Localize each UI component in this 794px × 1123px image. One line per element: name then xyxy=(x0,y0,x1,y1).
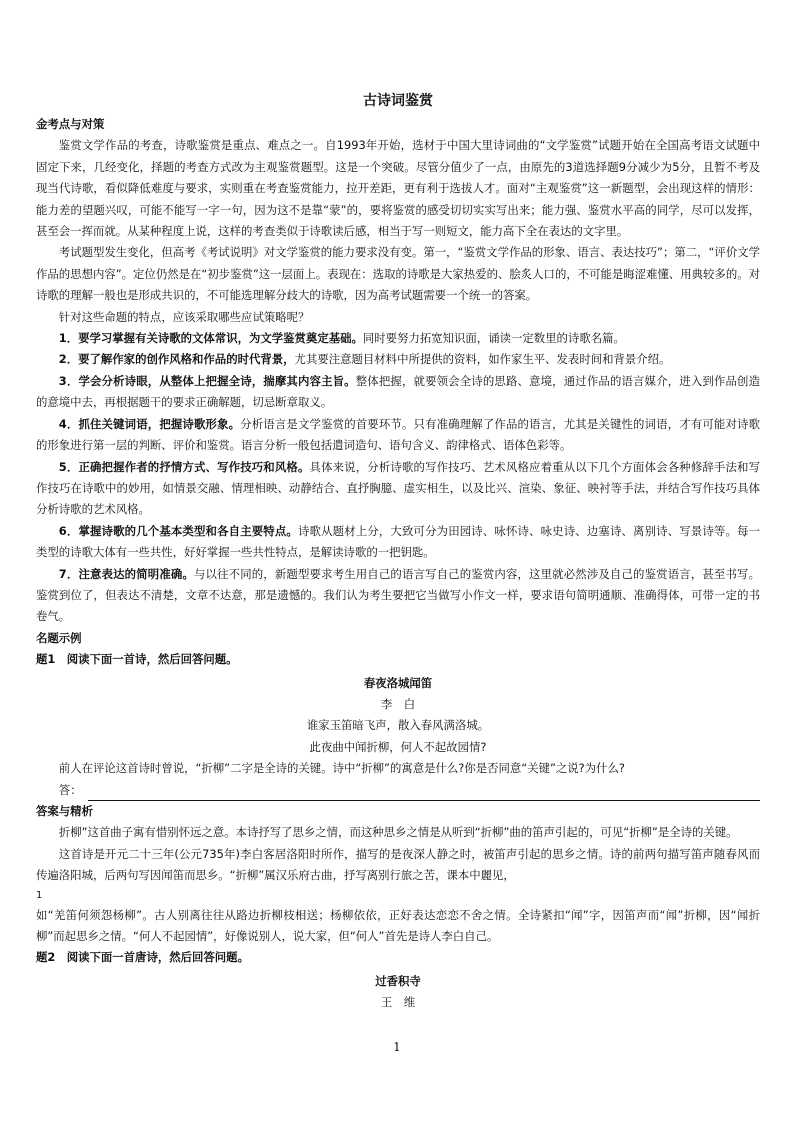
question-1-label: 题1 阅读下面一首诗，然后回答问题。 xyxy=(36,652,238,667)
paragraph-intro: 鉴赏文学作品的考查，诗歌鉴赏是重点、难点之一。自1993年开始，选材于中国大里诗词曲的“文学鉴赏”试题开始在全国高考语文试题中固定下来，几经变化，择题的考查方式改为主观鉴赏题型。这是一个突破。尽管分值少了一点，由原先的3道选择题9分减少为5分，且暂不考及现当代诗歌，看似降低难度与要求，实则重在考查鉴赏能力，拉开差距，更有利于选拔人才。面对“主观鉴赏”这一新题型，会出现这样的情形：能力差的望题兴叹，可能不能写一字一句，因为这不是靠“蒙”的，要将鉴赏的感受切切实实写出来；能力强、鉴赏水平高的同学，尽可以发挥，甚至会一挥而就。从某种程度上说，这样的考查类似于诗歌读后感，相当于写一则短文，能力高下全在表达的文字里。 xyxy=(36,138,760,239)
document-body xyxy=(36,88,760,1014)
poem-line: 谁家玉笛暗飞声，散入春风满洛城。 xyxy=(306,718,490,733)
page-number: 1 xyxy=(393,1040,401,1054)
section-heading-strategy: 金考点与对策 xyxy=(36,117,105,131)
strategy-item: 4．抓住关键词语，把握诗歌形象。分析语言是文学鉴赏的首要环节。只有准确理解了作品的语言，尤其是关键性的词语，才有可能对诗歌的形象进行第一层的判断、评价和鉴赏。语言分析一般包括遣词造句、语句含义、韵律格式、语体色彩等。 xyxy=(36,416,760,453)
answer-prefix: 答： xyxy=(58,782,82,797)
question-2-label: 题2 阅读下面一首唐诗，然后回答问题。 xyxy=(36,950,249,965)
analysis-paragraph: 这首诗是开元二十三年(公元735年)李白客居洛阳时所作，描写的是夜深人静之时，被笛声引起的思乡之情。诗的前两句描写笛声随春风而传遍洛阳城，后两句写因闻笛而思乡。“折柳”属汉乐府古曲，抒写离别行旅之苦，课本中麗见， xyxy=(36,846,760,883)
poem-line: 此夜曲中闻折柳，何人不起故园情? xyxy=(309,739,487,754)
strategy-item: 5．正确把握作者的抒情方式、写作技巧和风格。具体来说，分析诗歌的写作技巧、艺术风格应着重从以下几个方面体会各种修辞手法和写作技巧在诗歌中的妙用，如情景交融、情理相映、动静结合、直抒胸臆、虚实相生，以及比兴、渲染、象征、映衬等手法，并结合写作技巧具体分析诗歌的艺术风格。 xyxy=(36,459,760,517)
answer-line xyxy=(36,780,760,801)
poem-title: 春夜洛城闻笛 xyxy=(363,675,433,690)
answer-rule[interactable] xyxy=(88,786,760,801)
analysis-paragraph: 如“羌笛何须怨杨柳”。古人别离往往从路边折柳枝相送；杨柳依依，正好表达恋恋不舍之情。全诗紧扣“闻”字，因笛声而“闻”折柳，因“闻折柳”而起思乡之情。“何人不起园情”，好像说别人，说大家，但“何人”首先是诗人李白自己。 xyxy=(36,907,760,944)
analysis-paragraph: 折柳”这首曲子寓有惜别怀远之意。本诗抒写了思乡之情，而这种思乡之情是从听到“折柳”曲的笛声引起的，可见“折柳”是全诗的关键。 xyxy=(58,825,738,840)
paragraph-question: 针对这些命题的特点，应该采取哪些应试策略呢？ xyxy=(58,309,310,324)
poem-author: 李 白 xyxy=(380,696,416,711)
strategy-item: 1．要学习掌握有关诗歌的文体常识，为文学鉴赏奠定基础。同时要努力拓宽知识面，诵读一定数里的诗歌名篇。 xyxy=(58,331,625,346)
page-title: 古诗词鉴赏 xyxy=(363,93,433,109)
page-break-marker: 1 xyxy=(36,889,43,901)
analysis-heading: 答案与精析 xyxy=(36,804,93,818)
poem-title: 过香积寺 xyxy=(375,973,421,988)
paragraph-requirements: 考试题型发生变化，但高考《考试说明》对文学鉴赏的能力要求没有变。第一，“鉴赏文学作品的形象、语言、表达技巧”；第二，“评价文学作品的思想内容”。定位仍然是在“初步鉴赏”这一层面上。表现在：选取的诗歌是大家热爱的、脍炙人口的，不可能是晦涩难懂、用典较多的。对诗歌的理解一般也是形成共识的，不可能选理解分歧大的诗歌，因为高考试题需要一个统一的答案。 xyxy=(36,245,760,303)
section-heading-examples: 名题示例 xyxy=(36,630,82,645)
strategy-item: 6．掌握诗歌的几个基本类型和各自主要特点。诗歌从题材上分，大致可分为田园诗、咏怀诗、咏史诗、边塞诗、离别诗、写景诗等。每一类型的诗歌大体有一些共性，好好掌握一些共性特点，是解读诗歌的一把钥匙。 xyxy=(36,523,760,560)
poem-author: 王 维 xyxy=(380,995,416,1010)
question-1-text: 前人在评论这首诗时曾说，“折柳”二字是全诗的关键。诗中“折柳”的寓意是什么?你是否同意“关键”之说?为什么? xyxy=(58,761,625,776)
strategy-item: 7．注意表达的简明准确。与以往不同的，新题型要求考生用自己的语言写自己的鉴赏内容，这里就必然涉及自己的鉴赏语言，甚至书写。鉴赏到位了，但表达不清楚，文章不达意，那是遗憾的。我们认为考生要把它当做写小作文一样，要求语句简明通顺、准确得体，可带一定的书卷气。 xyxy=(36,566,760,624)
strategy-item: 3．学会分析诗眼，从整体上把握全诗，揣摩其内容主旨。整体把握，就要领会全诗的思路、意境，通过作品的语言媒介，进入到作品创造的意境中去，再根据题干的要求正确解题，切忌断章取义。 xyxy=(36,373,760,410)
strategy-item: 2．要了解作家的创作风格和作品的时代背景，尤其要注意题目材料中所提供的资料，如作家生平、发表时间和背景介绍。 xyxy=(58,352,671,367)
